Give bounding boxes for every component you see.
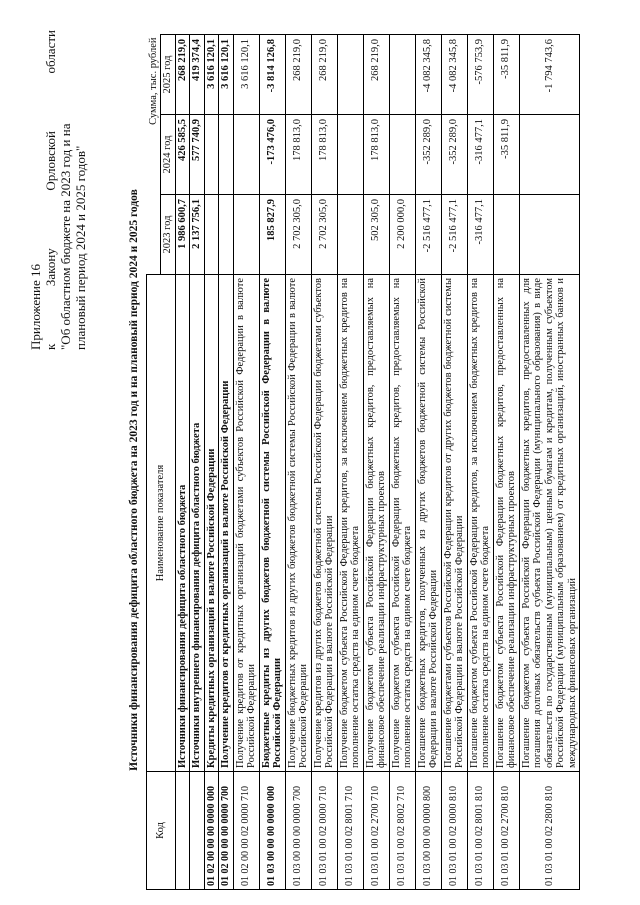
row-code: 01 02 00 00 00 0000 000 bbox=[204, 772, 219, 890]
row-name: Кредиты кредитных организаций в валюте Российской Федерации bbox=[204, 275, 219, 772]
table-row bbox=[190, 34, 205, 889]
row-value-2024: -352 289,0 bbox=[441, 115, 467, 195]
row-value-2024 bbox=[519, 115, 580, 195]
table-row bbox=[219, 34, 234, 889]
row-value-2024: -173 476,0 bbox=[259, 115, 285, 195]
row-value-2025: 268 219,0 bbox=[285, 34, 311, 114]
row-value-2024: 426 585,5 bbox=[175, 115, 190, 195]
row-value-2024: -352 289,0 bbox=[415, 115, 441, 195]
row-value-2024: 178 813,0 bbox=[285, 115, 311, 195]
row-value-2024 bbox=[233, 115, 259, 195]
appendix-word-k: к bbox=[43, 343, 58, 350]
row-value-2025 bbox=[337, 34, 363, 114]
table-row bbox=[415, 34, 441, 889]
row-name: Получение бюджетом субъекта Российской Федерации бюджетных кредитов, предоставляемых на финансовое обеспечение реализации инфраструктурных проектов bbox=[363, 275, 389, 772]
appendix-line bbox=[43, 30, 58, 350]
row-value-2023 bbox=[493, 195, 519, 275]
row-code: 01 03 00 00 00 0000 000 bbox=[259, 772, 285, 890]
row-value-2023: 502 305,0 bbox=[363, 195, 389, 275]
row-value-2023: -2 516 477,1 bbox=[441, 195, 467, 275]
row-value-2023 bbox=[204, 195, 219, 275]
row-value-2023 bbox=[519, 195, 580, 275]
row-name: Погашение бюджетом субъекта Российской Федерации бюджетных кредитов, предоставленных на финансовое обеспечение реализации инфраструктурных проектов bbox=[493, 275, 519, 772]
row-value-2023: -2 516 477,1 bbox=[415, 195, 441, 275]
row-value-2023: 1 986 600,7 bbox=[175, 195, 190, 275]
appendix-word-law: Закону bbox=[43, 248, 58, 287]
row-code: 01 02 00 00 00 0000 700 bbox=[219, 772, 234, 890]
header-name: Наименование показателя bbox=[147, 275, 176, 772]
row-name: Погашение бюджетом субъекта Российской Федерации бюджетных кредитов, предоставленных для погашения долговых обязательств субъекта Российской Федерации (муниципального образования) в виде обязательств по государственным (муниципальным) ценным бумагам и кредитам, полученным субъектом Российской Федерации (муниципальным образованием) от кредитных организаций, иностранных банков и международных финансовых организаций bbox=[519, 275, 580, 772]
row-code: 01 03 01 00 02 0000 810 bbox=[441, 772, 467, 890]
row-value-2023 bbox=[219, 195, 234, 275]
row-code: 01 03 01 00 02 8001 810 bbox=[467, 772, 493, 890]
row-code: 01 03 01 00 02 2700 710 bbox=[363, 772, 389, 890]
row-name: Получение кредитов от кредитных организаций в валюте Российской Федерации bbox=[219, 275, 234, 772]
row-value-2024: 178 813,0 bbox=[311, 115, 337, 195]
row-value-2024: -316 477,1 bbox=[467, 115, 493, 195]
row-name: Получение бюджетом субъекта Российской Федерации кредитов, за исключением бюджетных кредитов на пополнение остатка средств на едином счете бюджета bbox=[337, 275, 363, 772]
row-name: Источники финансирования дефицита областного бюджета bbox=[175, 275, 190, 772]
header-year-2025: 2025 год bbox=[161, 34, 176, 114]
row-value-2025: -35 811,9 bbox=[493, 34, 519, 114]
header-code: Код bbox=[147, 772, 176, 890]
row-value-2025: -4 082 345,8 bbox=[441, 34, 467, 114]
row-code: 01 03 01 00 02 0000 710 bbox=[311, 772, 337, 890]
row-value-2025: 268 219,0 bbox=[175, 34, 190, 114]
table-row bbox=[204, 34, 219, 889]
table-row bbox=[311, 34, 337, 889]
row-value-2023: 2 702 305,0 bbox=[285, 195, 311, 275]
row-value-2024: -35 811,9 bbox=[493, 115, 519, 195]
header-unit: Сумма, тыс. рублей bbox=[147, 34, 161, 274]
row-code: 01 03 00 00 00 0000 700 bbox=[285, 772, 311, 890]
row-name: Погашение бюджетных кредитов, полученных из других бюджетов бюджетной системы Российской Федерации в валюте Российской Федерации bbox=[415, 275, 441, 772]
appendix-law-title: "Об областном бюджете на 2023 год и на bbox=[58, 123, 73, 350]
row-code: 01 02 00 00 02 0000 710 bbox=[233, 772, 259, 890]
row-value-2025: -576 753,9 bbox=[467, 34, 493, 114]
table-row bbox=[389, 34, 415, 889]
row-name: Получение бюджетных кредитов из других бюджетов бюджетной системы Российской Федерации в валюте Российской Федерации bbox=[285, 275, 311, 772]
row-code: 01 03 01 00 02 8002 710 bbox=[389, 772, 415, 890]
row-value-2025: -3 814 126,8 bbox=[259, 34, 285, 114]
row-value-2025: 3 616 120,1 bbox=[219, 34, 234, 114]
financing-table bbox=[146, 34, 580, 890]
row-value-2023: 2 702 305,0 bbox=[311, 195, 337, 275]
row-name: Получение бюджетом субъекта Российской Федерации бюджетных кредитов, предоставляемых на пополнение остатка средств на едином счете бюджета bbox=[389, 275, 415, 772]
table-body bbox=[175, 34, 580, 889]
header-year-2024: 2024 год bbox=[161, 115, 176, 195]
row-code bbox=[175, 772, 190, 890]
appendix-word-region: Орловской bbox=[43, 131, 58, 191]
table-row bbox=[493, 34, 519, 889]
row-value-2025: 3 616 120,1 bbox=[233, 34, 259, 114]
table-row bbox=[441, 34, 467, 889]
row-value-2023: 185 827,9 bbox=[259, 195, 285, 275]
row-value-2023 bbox=[337, 195, 363, 275]
table-row bbox=[233, 34, 259, 889]
row-value-2025: 3 616 120,1 bbox=[204, 34, 219, 114]
row-name: Получение кредитов от кредитных организаций бюджетами субъектов Российской Федерации в валюте Российской Федерации bbox=[233, 275, 259, 772]
row-value-2025: -1 794 743,6 bbox=[519, 34, 580, 114]
row-code: 01 03 01 00 02 8001 710 bbox=[337, 772, 363, 890]
table-row bbox=[467, 34, 493, 889]
table-row bbox=[175, 34, 190, 889]
table-row bbox=[337, 34, 363, 889]
row-value-2025: 268 219,0 bbox=[311, 34, 337, 114]
row-name: Бюджетные кредиты из других бюджетов бюджетной системы Российской Федерации в валюте Российской Федерации bbox=[259, 275, 285, 772]
row-value-2024: 178 813,0 bbox=[363, 115, 389, 195]
row-name: Погашение бюджетом субъекта Российской Федерации кредитов, за исключением бюджетных кредитов на пополнение остатка средств на едином счете бюджета bbox=[467, 275, 493, 772]
row-code: 01 03 00 00 00 0000 800 bbox=[415, 772, 441, 890]
table-row bbox=[259, 34, 285, 889]
row-value-2025: 419 374,4 bbox=[190, 34, 205, 114]
table-row bbox=[519, 34, 580, 889]
appendix-block bbox=[28, 30, 88, 350]
row-value-2024 bbox=[219, 115, 234, 195]
row-code: 01 03 01 00 02 2800 810 bbox=[519, 772, 580, 890]
row-name: Погашение бюджетами субъектов Российской Федерации кредитов от других бюджетов бюджетной системы Российской Федерации в валюте Российской Федерации bbox=[441, 275, 467, 772]
row-name: Получение кредитов из других бюджетов бюджетной системы Российской Федерации бюджетами субъектов Российской Федерации в валюте Российской Федерации bbox=[311, 275, 337, 772]
table-row bbox=[363, 34, 389, 889]
row-code: 01 03 01 00 02 2700 810 bbox=[493, 772, 519, 890]
row-value-2024: 577 740,9 bbox=[190, 115, 205, 195]
row-value-2024 bbox=[337, 115, 363, 195]
appendix-word-oblast: области bbox=[43, 30, 58, 74]
row-value-2025 bbox=[389, 34, 415, 114]
row-value-2025: -4 082 345,8 bbox=[415, 34, 441, 114]
row-value-2025: 268 219,0 bbox=[363, 34, 389, 114]
row-value-2023: 2 200 000,0 bbox=[389, 195, 415, 275]
row-value-2023: -316 477,1 bbox=[467, 195, 493, 275]
row-name: Источники внутреннего финансирования дефицита областного бюджета bbox=[190, 275, 205, 772]
appendix-title: Приложение 16 bbox=[28, 263, 43, 350]
row-value-2023 bbox=[233, 195, 259, 275]
row-value-2023: 2 137 756,1 bbox=[190, 195, 205, 275]
header-year-2023: 2023 год bbox=[161, 195, 176, 275]
row-value-2024 bbox=[204, 115, 219, 195]
row-code bbox=[190, 772, 205, 890]
row-value-2024 bbox=[389, 115, 415, 195]
table-row bbox=[285, 34, 311, 889]
appendix-law-period: плановый период 2024 и 2025 годов" bbox=[73, 145, 88, 350]
document-title: Источники финансирования дефицита областного бюджета на 2023 год и на плановый период 2024 и 2025 годов bbox=[128, 189, 140, 771]
